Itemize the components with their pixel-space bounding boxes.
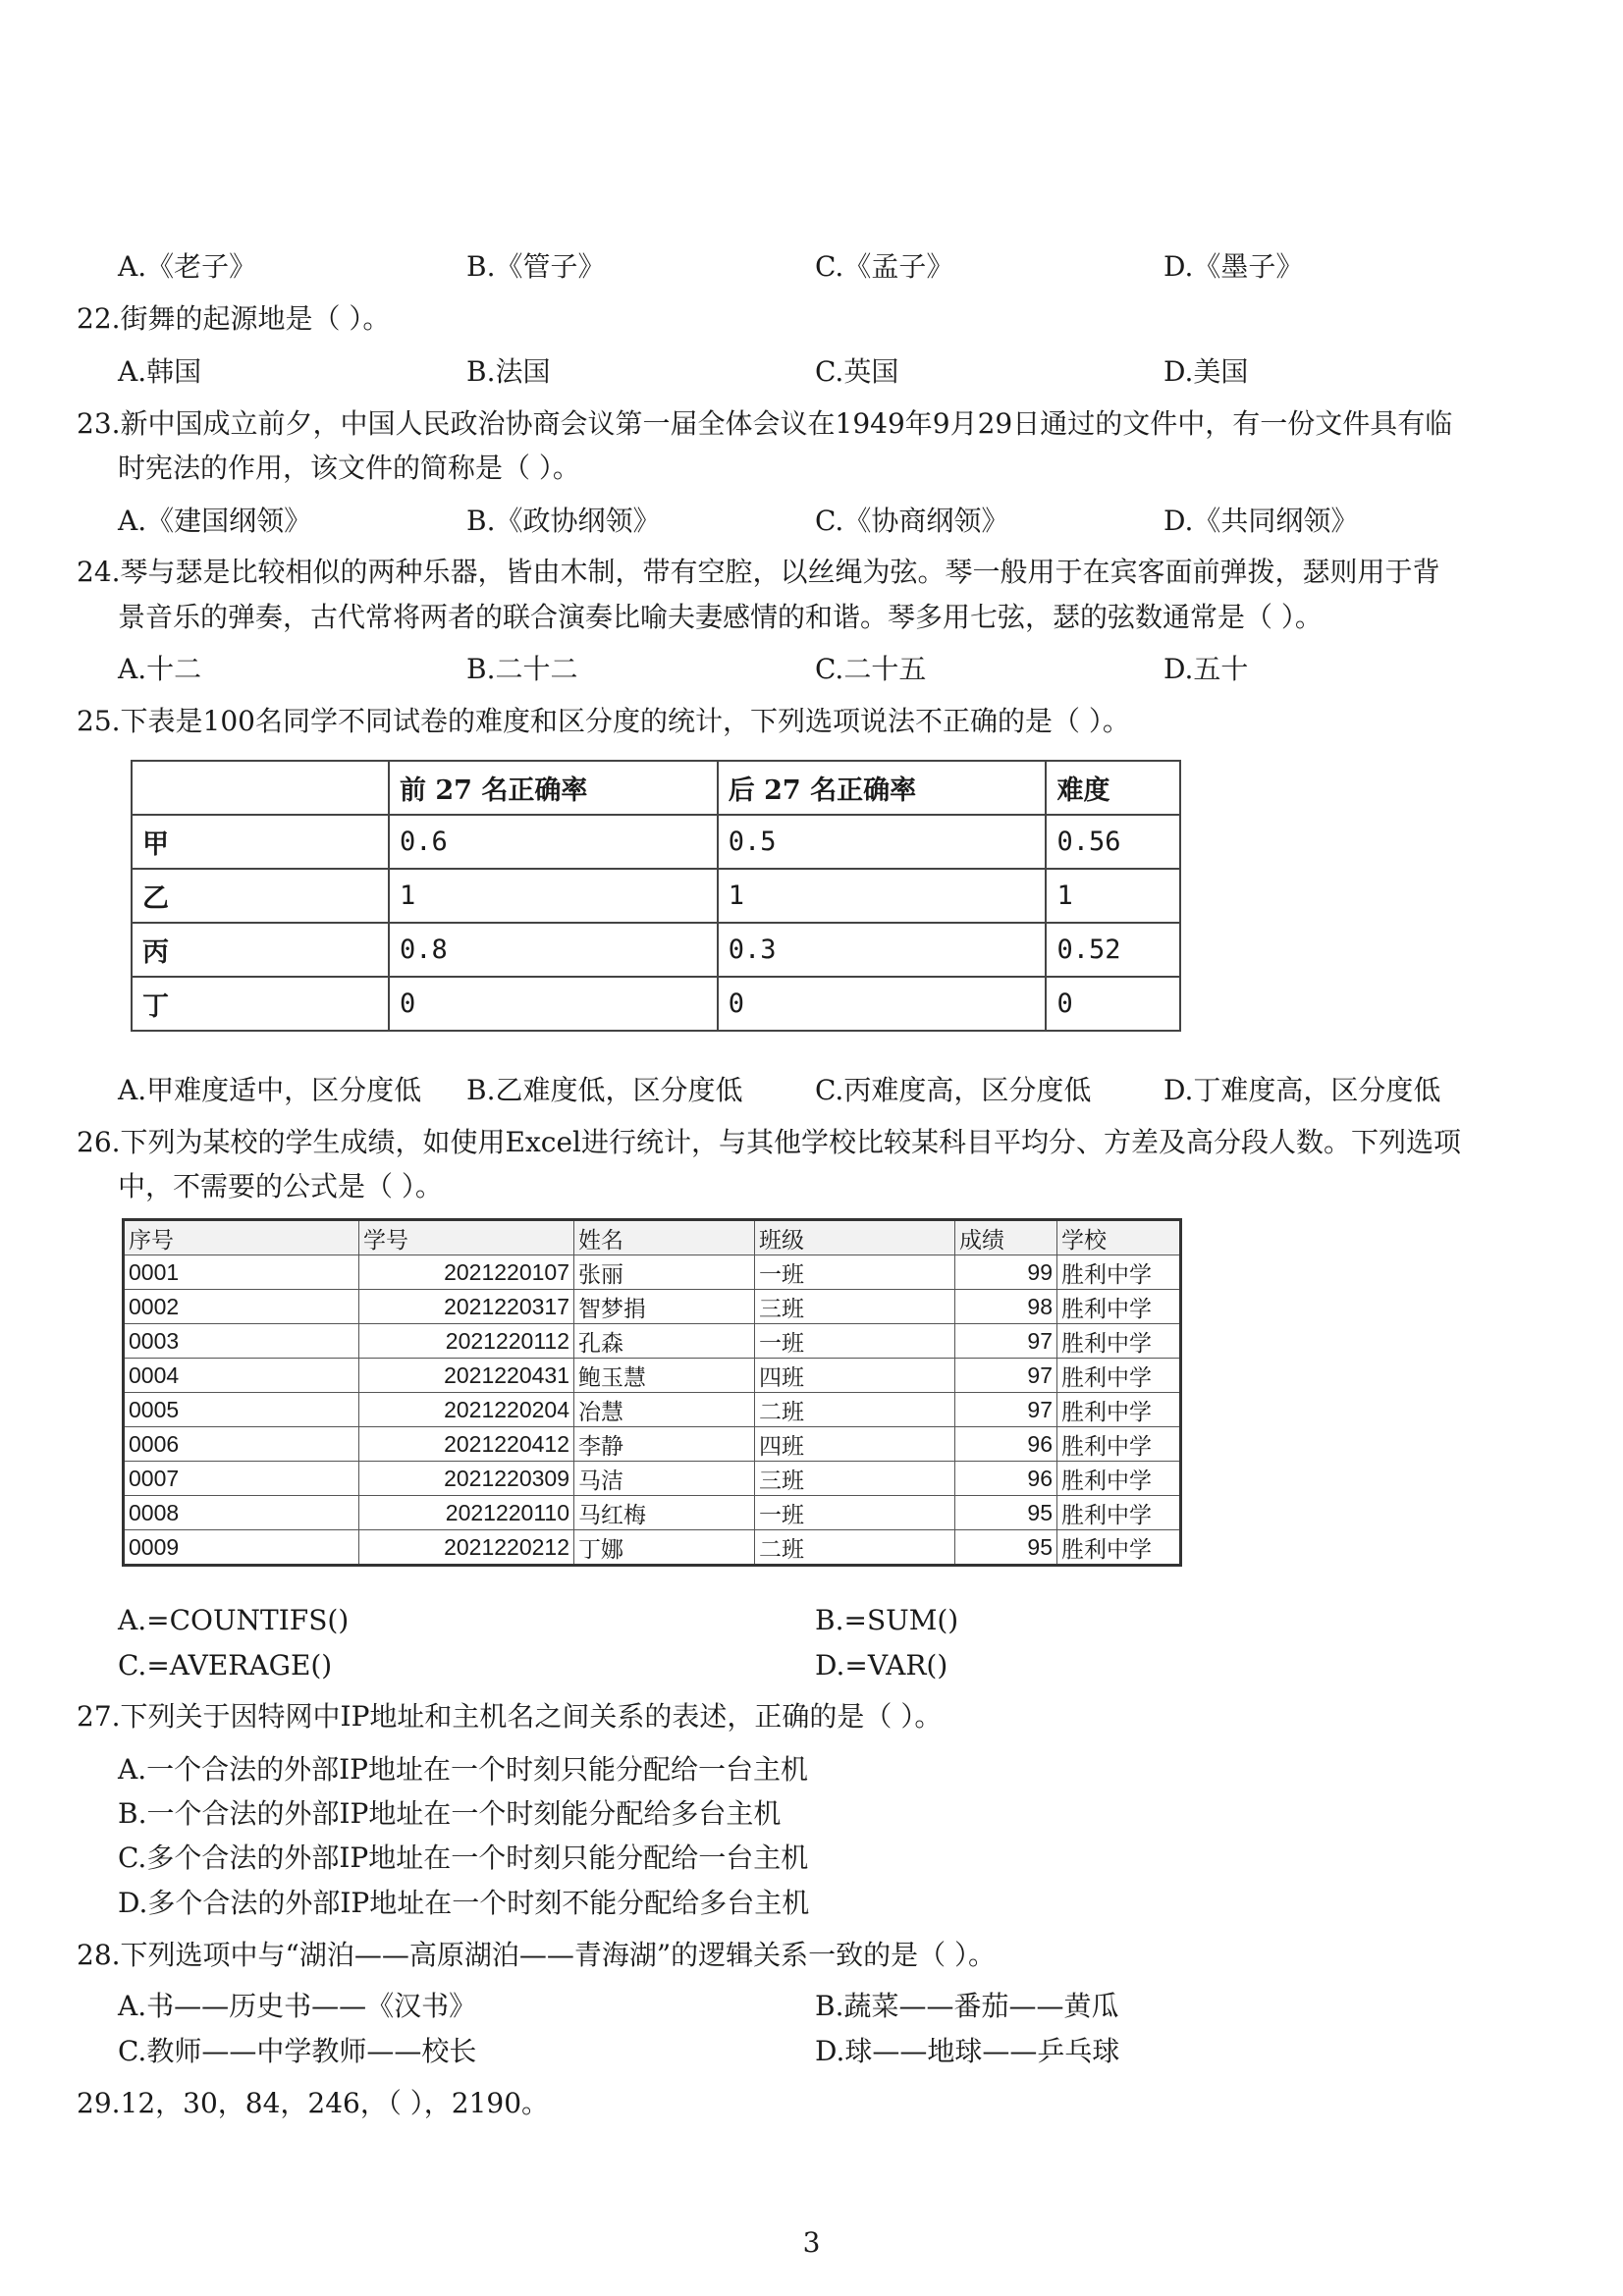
table-cell: 0 xyxy=(389,977,718,1031)
table-header-row xyxy=(124,1220,1181,1255)
q23-option-a: A.《建国纲领》 xyxy=(118,505,312,537)
table-header-cell: 姓名 xyxy=(574,1220,755,1255)
q21-option-c: C.《孟子》 xyxy=(815,250,954,283)
table-cell: 2021220412 xyxy=(359,1427,574,1462)
table-cell: 四班 xyxy=(755,1427,955,1462)
q22-question: 22.街舞的起源地是（ ）。 xyxy=(77,302,391,335)
q22-option-a: A.韩国 xyxy=(118,355,202,388)
table-cell: 0007 xyxy=(124,1462,359,1496)
table-cell: 胜利中学 xyxy=(1057,1290,1181,1324)
q25-option-b: B.乙难度低，区分度低 xyxy=(466,1074,743,1106)
q25-option-d: D.丁难度高，区分度低 xyxy=(1163,1074,1441,1106)
table-cell: 0009 xyxy=(124,1530,359,1566)
table-cell: 1 xyxy=(389,869,718,923)
q27-option-c: C.多个合法的外部IP地址在一个时刻只能分配给一台主机 xyxy=(118,1842,809,1874)
table-cell: 鲍玉慧 xyxy=(574,1359,755,1393)
table-cell: 张丽 xyxy=(574,1255,755,1290)
table-row xyxy=(124,1462,1181,1496)
q28-option-b: B.蔬菜——番茄——黄瓜 xyxy=(815,1990,1119,2022)
table-cell: 2021220431 xyxy=(359,1359,574,1393)
table-cell: 99 xyxy=(955,1255,1057,1290)
table-cell: 孔森 xyxy=(574,1324,755,1359)
table-row xyxy=(132,869,1180,923)
table-cell: 冶慧 xyxy=(574,1393,755,1427)
table-row xyxy=(124,1290,1181,1324)
table-cell: 0.8 xyxy=(389,923,718,977)
table-cell: 0002 xyxy=(124,1290,359,1324)
table-cell: 胜利中学 xyxy=(1057,1496,1181,1530)
table-row xyxy=(132,923,1180,977)
table-cell: 乙 xyxy=(132,869,389,923)
table-row xyxy=(124,1427,1181,1462)
table-cell: 三班 xyxy=(755,1462,955,1496)
table-cell: 2021220212 xyxy=(359,1530,574,1566)
table-cell: 96 xyxy=(955,1427,1057,1462)
table-cell: 胜利中学 xyxy=(1057,1324,1181,1359)
q24-question-line1: 24.琴与瑟是比较相似的两种乐器，皆由木制，带有空腔，以丝绳为弦。琴一般用于在宾客面前弹拨，瑟则用于背 xyxy=(77,556,1440,588)
q23-option-b: B.《政协纲领》 xyxy=(466,505,661,537)
table-cell: 0.3 xyxy=(718,923,1047,977)
q22-option-b: B.法国 xyxy=(466,355,551,388)
table-cell: 0005 xyxy=(124,1393,359,1427)
table-cell: 0003 xyxy=(124,1324,359,1359)
q28-option-a: A.书——历史书——《汉书》 xyxy=(118,1990,477,2022)
page-number: 3 xyxy=(802,2226,821,2259)
table-header-row xyxy=(132,761,1180,815)
table-cell: 胜利中学 xyxy=(1057,1462,1181,1496)
table-cell: 马洁 xyxy=(574,1462,755,1496)
q23-option-d: D.《共同纲领》 xyxy=(1163,505,1359,537)
table-cell: 0001 xyxy=(124,1255,359,1290)
q24-option-b: B.二十二 xyxy=(466,653,578,685)
q26-score-spreadsheet xyxy=(122,1218,1182,1567)
table-cell: 96 xyxy=(955,1462,1057,1496)
q24-option-a: A.十二 xyxy=(118,653,202,685)
table-cell: 2021220110 xyxy=(359,1496,574,1530)
q28-question: 28.下列选项中与“湖泊——高原湖泊——青海湖”的逻辑关系一致的是（ ）。 xyxy=(77,1939,997,1971)
q22-option-d: D.美国 xyxy=(1163,355,1249,388)
table-cell: 95 xyxy=(955,1496,1057,1530)
table-cell: 一班 xyxy=(755,1255,955,1290)
table-row xyxy=(124,1359,1181,1393)
q21-option-a: A.《老子》 xyxy=(118,250,257,283)
q24-option-d: D.五十 xyxy=(1163,653,1249,685)
table-row xyxy=(124,1324,1181,1359)
table-row xyxy=(124,1530,1181,1566)
q26-option-c: C.=AVERAGE() xyxy=(118,1649,333,1682)
table-cell: 2021220309 xyxy=(359,1462,574,1496)
table-cell: 甲 xyxy=(132,815,389,869)
q22-option-c: C.英国 xyxy=(815,355,899,388)
q27-option-b: B.一个合法的外部IP地址在一个时刻能分配给多台主机 xyxy=(118,1797,782,1830)
table-cell: 0.6 xyxy=(389,815,718,869)
table-cell: 一班 xyxy=(755,1496,955,1530)
q23-question-line1: 23.新中国成立前夕，中国人民政治协商会议第一届全体会议在1949年9月29日通过的文件中，有一份文件具有临 xyxy=(77,407,1453,440)
table-cell: 0006 xyxy=(124,1427,359,1462)
table-row xyxy=(124,1255,1181,1290)
q29-question: 29.12，30，84，246，（ ），2190。 xyxy=(77,2087,550,2119)
q23-question-line2: 时宪法的作用，该文件的简称是（ ）。 xyxy=(118,452,580,484)
q26-option-b: B.=SUM() xyxy=(815,1604,959,1636)
q26-option-d: D.=VAR() xyxy=(815,1649,948,1682)
table-cell: 二班 xyxy=(755,1530,955,1566)
q27-option-a: A.一个合法的外部IP地址在一个时刻只能分配给一台主机 xyxy=(118,1753,809,1786)
q24-question-line2: 景音乐的弹奏，古代常将两者的联合演奏比喻夫妻感情的和谐。琴多用七弦，瑟的弦数通常是（ ）。 xyxy=(118,601,1323,633)
table-cell: 丁娜 xyxy=(574,1530,755,1566)
q28-option-c: C.教师——中学教师——校长 xyxy=(118,2035,477,2067)
q23-option-c: C.《协商纲领》 xyxy=(815,505,1009,537)
table-cell: 0008 xyxy=(124,1496,359,1530)
q26-question-line2: 中，不需要的公式是（ ）。 xyxy=(118,1170,443,1202)
q25-option-a: A.甲难度适中，区分度低 xyxy=(118,1074,422,1106)
table-cell: 2021220204 xyxy=(359,1393,574,1427)
table-cell: 智梦捐 xyxy=(574,1290,755,1324)
table-header-cell: 成绩 xyxy=(955,1220,1057,1255)
table-cell: 0.56 xyxy=(1046,815,1180,869)
q25-option-c: C.丙难度高，区分度低 xyxy=(815,1074,1092,1106)
table-cell: 胜利中学 xyxy=(1057,1530,1181,1566)
table-header-cell: 前 27 名正确率 xyxy=(389,761,718,815)
table-cell: 0.5 xyxy=(718,815,1047,869)
table-cell: 胜利中学 xyxy=(1057,1427,1181,1462)
table-cell: 97 xyxy=(955,1324,1057,1359)
table-cell: 1 xyxy=(718,869,1047,923)
table-header-cell: 学校 xyxy=(1057,1220,1181,1255)
table-cell: 二班 xyxy=(755,1393,955,1427)
q28-option-d: D.球——地球——乒乓球 xyxy=(815,2035,1120,2067)
table-cell: 一班 xyxy=(755,1324,955,1359)
q25-difficulty-table xyxy=(131,760,1181,1032)
table-cell: 四班 xyxy=(755,1359,955,1393)
table-row xyxy=(124,1393,1181,1427)
table-cell: 0.52 xyxy=(1046,923,1180,977)
table-cell: 李静 xyxy=(574,1427,755,1462)
table-row xyxy=(132,977,1180,1031)
q26-option-a: A.=COUNTIFS() xyxy=(118,1604,350,1636)
q25-question: 25.下表是100名同学不同试卷的难度和区分度的统计，下列选项说法不正确的是（ ）。 xyxy=(77,705,1130,737)
table-header-cell: 序号 xyxy=(124,1220,359,1255)
table-header-cell: 班级 xyxy=(755,1220,955,1255)
q27-option-d: D.多个合法的外部IP地址在一个时刻不能分配给多台主机 xyxy=(118,1887,810,1919)
table-header-cell: 难度 xyxy=(1046,761,1180,815)
table-cell: 0 xyxy=(1046,977,1180,1031)
table-cell: 97 xyxy=(955,1359,1057,1393)
q21-option-b: B.《管子》 xyxy=(466,250,606,283)
table-cell: 马红梅 xyxy=(574,1496,755,1530)
table-cell: 0004 xyxy=(124,1359,359,1393)
table-cell: 0 xyxy=(718,977,1047,1031)
table-cell: 2021220317 xyxy=(359,1290,574,1324)
table-cell: 丙 xyxy=(132,923,389,977)
table-header-cell: 学号 xyxy=(359,1220,574,1255)
table-cell: 胜利中学 xyxy=(1057,1393,1181,1427)
table-cell: 98 xyxy=(955,1290,1057,1324)
table-cell: 2021220112 xyxy=(359,1324,574,1359)
table-row xyxy=(132,815,1180,869)
table-cell: 2021220107 xyxy=(359,1255,574,1290)
table-header-cell: 后 27 名正确率 xyxy=(718,761,1047,815)
q21-option-d: D.《墨子》 xyxy=(1163,250,1304,283)
table-cell: 丁 xyxy=(132,977,389,1031)
table-cell: 97 xyxy=(955,1393,1057,1427)
table-cell: 胜利中学 xyxy=(1057,1255,1181,1290)
table-cell: 胜利中学 xyxy=(1057,1359,1181,1393)
table-cell: 95 xyxy=(955,1530,1057,1566)
q26-question-line1: 26.下列为某校的学生成绩，如使用Excel进行统计，与其他学校比较某科目平均分、方差及高分段人数。下列选项 xyxy=(77,1126,1461,1158)
table-cell: 三班 xyxy=(755,1290,955,1324)
q27-question: 27.下列关于因特网中IP地址和主机名之间关系的表述，正确的是（ ）。 xyxy=(77,1700,943,1733)
table-header-cell xyxy=(132,761,389,815)
q24-option-c: C.二十五 xyxy=(815,653,927,685)
table-row xyxy=(124,1496,1181,1530)
table-cell: 1 xyxy=(1046,869,1180,923)
